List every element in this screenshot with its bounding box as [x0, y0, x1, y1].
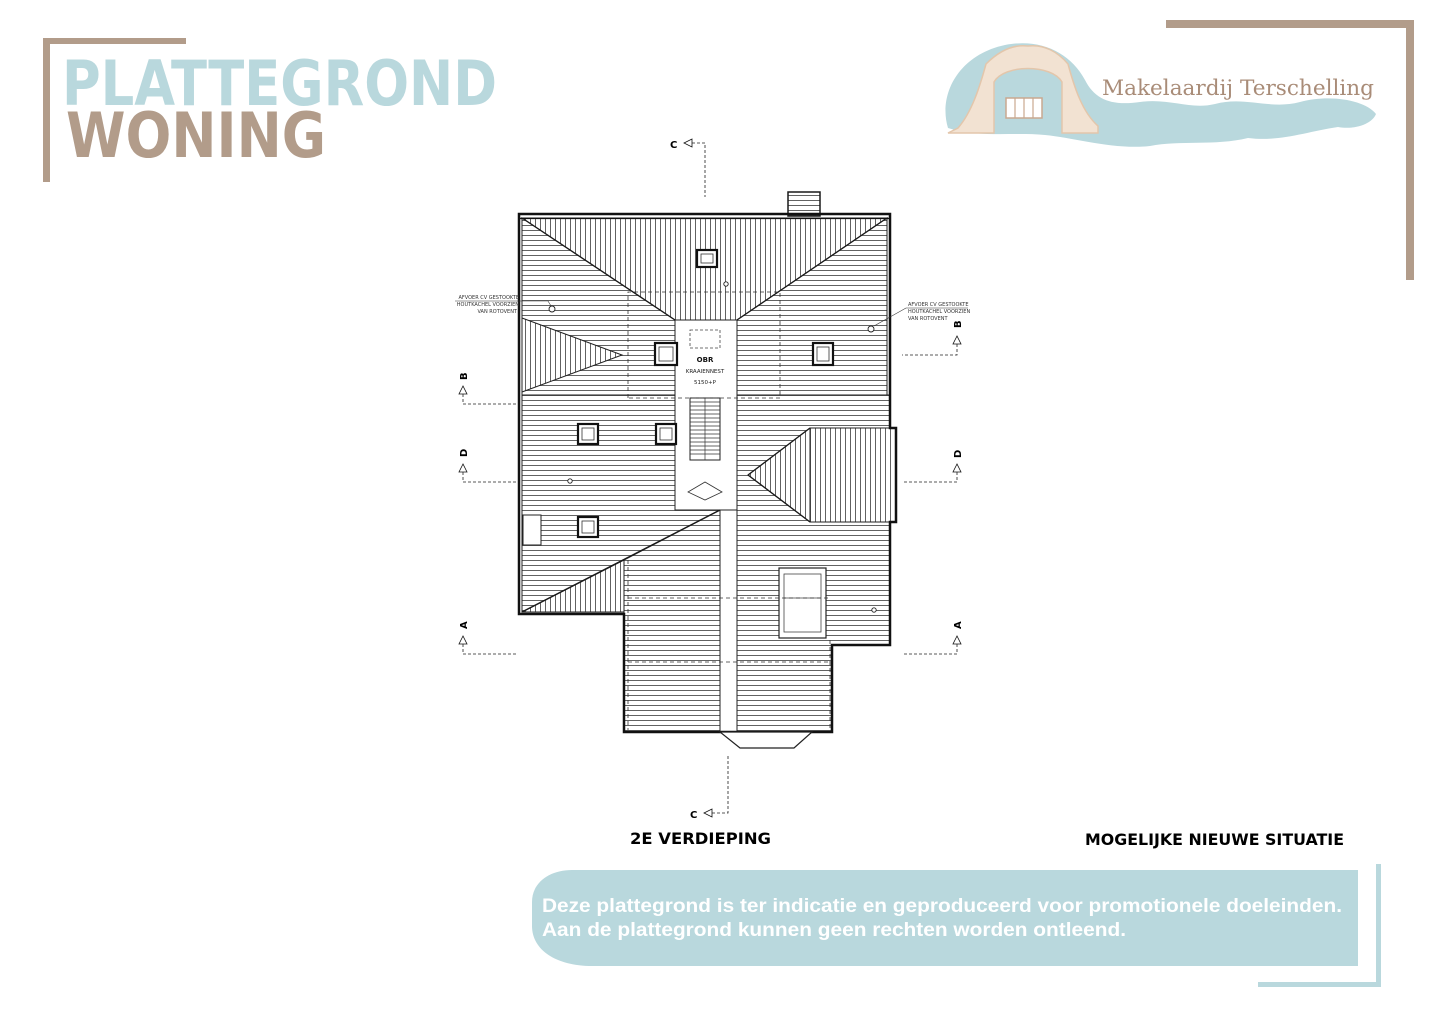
skylight	[578, 424, 598, 444]
page-title-line2: WONING	[66, 99, 326, 172]
logo-wordmark: Makelaardij Terschelling	[1102, 76, 1374, 100]
floor-caption: 2E VERDIEPING	[630, 829, 771, 848]
wing-ridge	[720, 510, 737, 732]
page-title-line1: PLATTEGROND	[62, 47, 497, 120]
chimney	[788, 192, 820, 216]
disclaimer-line1: Deze plattegrond is ter indicatie en geproduceerd voor promotionele doeleinden.	[542, 896, 1342, 917]
section-label-left-b: B	[459, 372, 470, 380]
section-marker-top	[670, 139, 705, 197]
section-marker-left-d	[459, 449, 517, 482]
top-right-bracket	[1166, 20, 1414, 280]
center-label-obr: OBR	[696, 356, 714, 364]
floor-plan-drawing	[455, 139, 970, 821]
section-label-left-d: D	[459, 448, 470, 457]
skylight	[655, 343, 677, 365]
bay-window	[720, 732, 812, 748]
section-label-right-b: B	[953, 320, 964, 328]
section-label-right-a: A	[953, 621, 964, 629]
staircase	[690, 398, 720, 460]
section-label-top: C	[670, 140, 678, 151]
section-label-bottom: C	[690, 810, 698, 821]
note-right-line2: HOUTKACHEL VOORZIEN	[908, 309, 971, 315]
company-logo	[945, 43, 1376, 147]
center-label-level: 5150+P	[694, 380, 716, 386]
section-marker-right-a	[902, 621, 964, 654]
section-marker-right-d	[902, 450, 964, 482]
section-marker-left-b	[459, 372, 517, 404]
note-left-line1: AFVOER CV GESTOOKTE	[458, 295, 519, 301]
note-right-line3: VAN ROTOVENT	[908, 316, 948, 322]
skylight	[656, 424, 676, 444]
disclaimer-line2: Aan de plattegrond kunnen geen rechten worden ontleend.	[542, 920, 1126, 941]
side-box	[523, 515, 541, 545]
note-left-line3: VAN ROTOVENT	[477, 309, 517, 315]
note-left-line2: HOUTKACHEL VOORZIEN	[456, 302, 519, 308]
section-label-right-d: D	[953, 449, 964, 458]
roof-hatch	[779, 568, 826, 638]
disclaimer-box	[532, 870, 1358, 966]
center-label-kraaiennest: KRAAIENNEST	[685, 369, 725, 375]
skylight	[578, 517, 598, 537]
section-marker-bottom	[690, 755, 728, 821]
section-marker-right-b	[902, 320, 964, 355]
section-marker-left-a	[459, 621, 517, 654]
skylight	[813, 343, 833, 365]
note-right-line1: AFVOER CV GESTOOKTE	[908, 302, 969, 308]
section-label-left-a: A	[459, 621, 470, 629]
skylight	[697, 250, 717, 267]
situation-caption: MOGELIJKE NIEUWE SITUATIE	[1085, 830, 1344, 849]
